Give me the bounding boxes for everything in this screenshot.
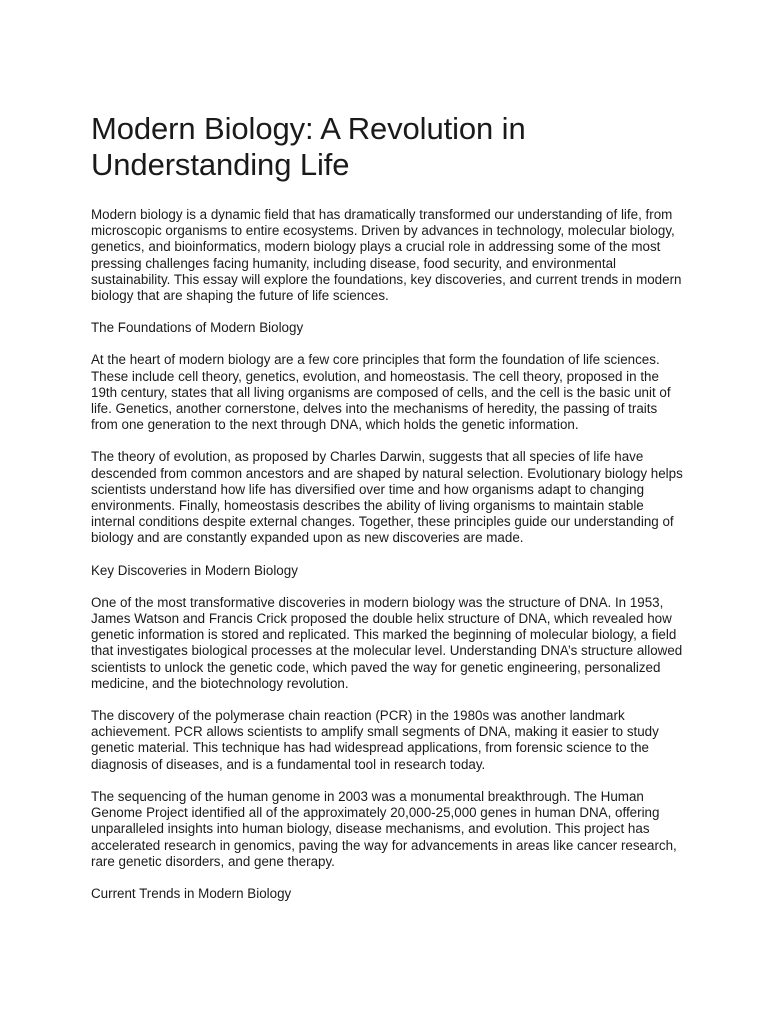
section-heading-current-trends: Current Trends in Modern Biology <box>91 885 292 901</box>
document-page <box>91 111 687 918</box>
foundations-paragraph-1: At the heart of modern biology are a few core principles that form the foundation of life sciences. These include cell theory, genetics, evolution, and homeostasis. The cell theory, proposed in the 19th century, states that all living organisms are composed of cells, and the cell is the basic unit of life. Genetics, another cornerstone, delves into the mechanisms of heredity, the passing of traits from one generation to the next through DNA, which holds the genetic information. <box>91 352 671 433</box>
discoveries-paragraph-3: The sequencing of the human genome in 2003 was a monumental breakthrough. The Human Genome Project identified all of the approximately 20,000-25,000 genes in human DNA, offering unparalleled insights into human biology, disease mechanisms, and evolution. This project has accelerated research in genomics, paving the way for advancements in areas like cancer research, rare genetic disorders, and gene therapy. <box>91 788 677 869</box>
intro-paragraph: Modern biology is a dynamic field that has dramatically transformed our understanding of life, from microscopic organisms to entire ecosystems. Driven by advances in technology, molecular biology, genetics, and bioinformatics, modern biology plays a crucial role in addressing some of the most pressing challenges facing humanity, including disease, food security, and environmental sustainability. This essay will explore the foundations, key discoveries, and current trends in modern biology that are shaping the future of life sciences. <box>91 207 682 304</box>
document-title: Modern Biology: A Revolution in Understanding Life <box>91 111 526 182</box>
section-heading-key-discoveries: Key Discoveries in Modern Biology <box>91 562 298 578</box>
discoveries-paragraph-1: One of the most transformative discoveries in modern biology was the structure of DNA. In 1953, James Watson and Francis Crick proposed the double helix structure of DNA, which revealed how genetic information is stored and replicated. This marked the beginning of molecular biology, a field that investigates biological processes at the molecular level. Understanding DNA’s structure allowed scientists to unlock the genetic code, which paved the way for genetic engineering, personalized medicine, and the biotechnology revolution. <box>91 594 683 691</box>
foundations-paragraph-2: The theory of evolution, as proposed by Charles Darwin, suggests that all species of life have descended from common ancestors and are shaped by natural selection. Evolutionary biology helps scientists understand how life has diversified over time and how organisms adapt to changing environments. Finally, homeostasis describes the ability of living organisms to maintain stable internal conditions despite external changes. Together, these principles guide our understanding of biology and are constantly expanded upon as new discoveries are made. <box>91 449 683 546</box>
discoveries-paragraph-2: The discovery of the polymerase chain reaction (PCR) in the 1980s was another landmark achievement. PCR allows scientists to amplify small segments of DNA, making it easier to study genetic material. This technique has had widespread applications, from forensic science to the diagnosis of diseases, and is a fundamental tool in research today. <box>91 708 659 772</box>
section-heading-foundations: The Foundations of Modern Biology <box>91 320 304 336</box>
